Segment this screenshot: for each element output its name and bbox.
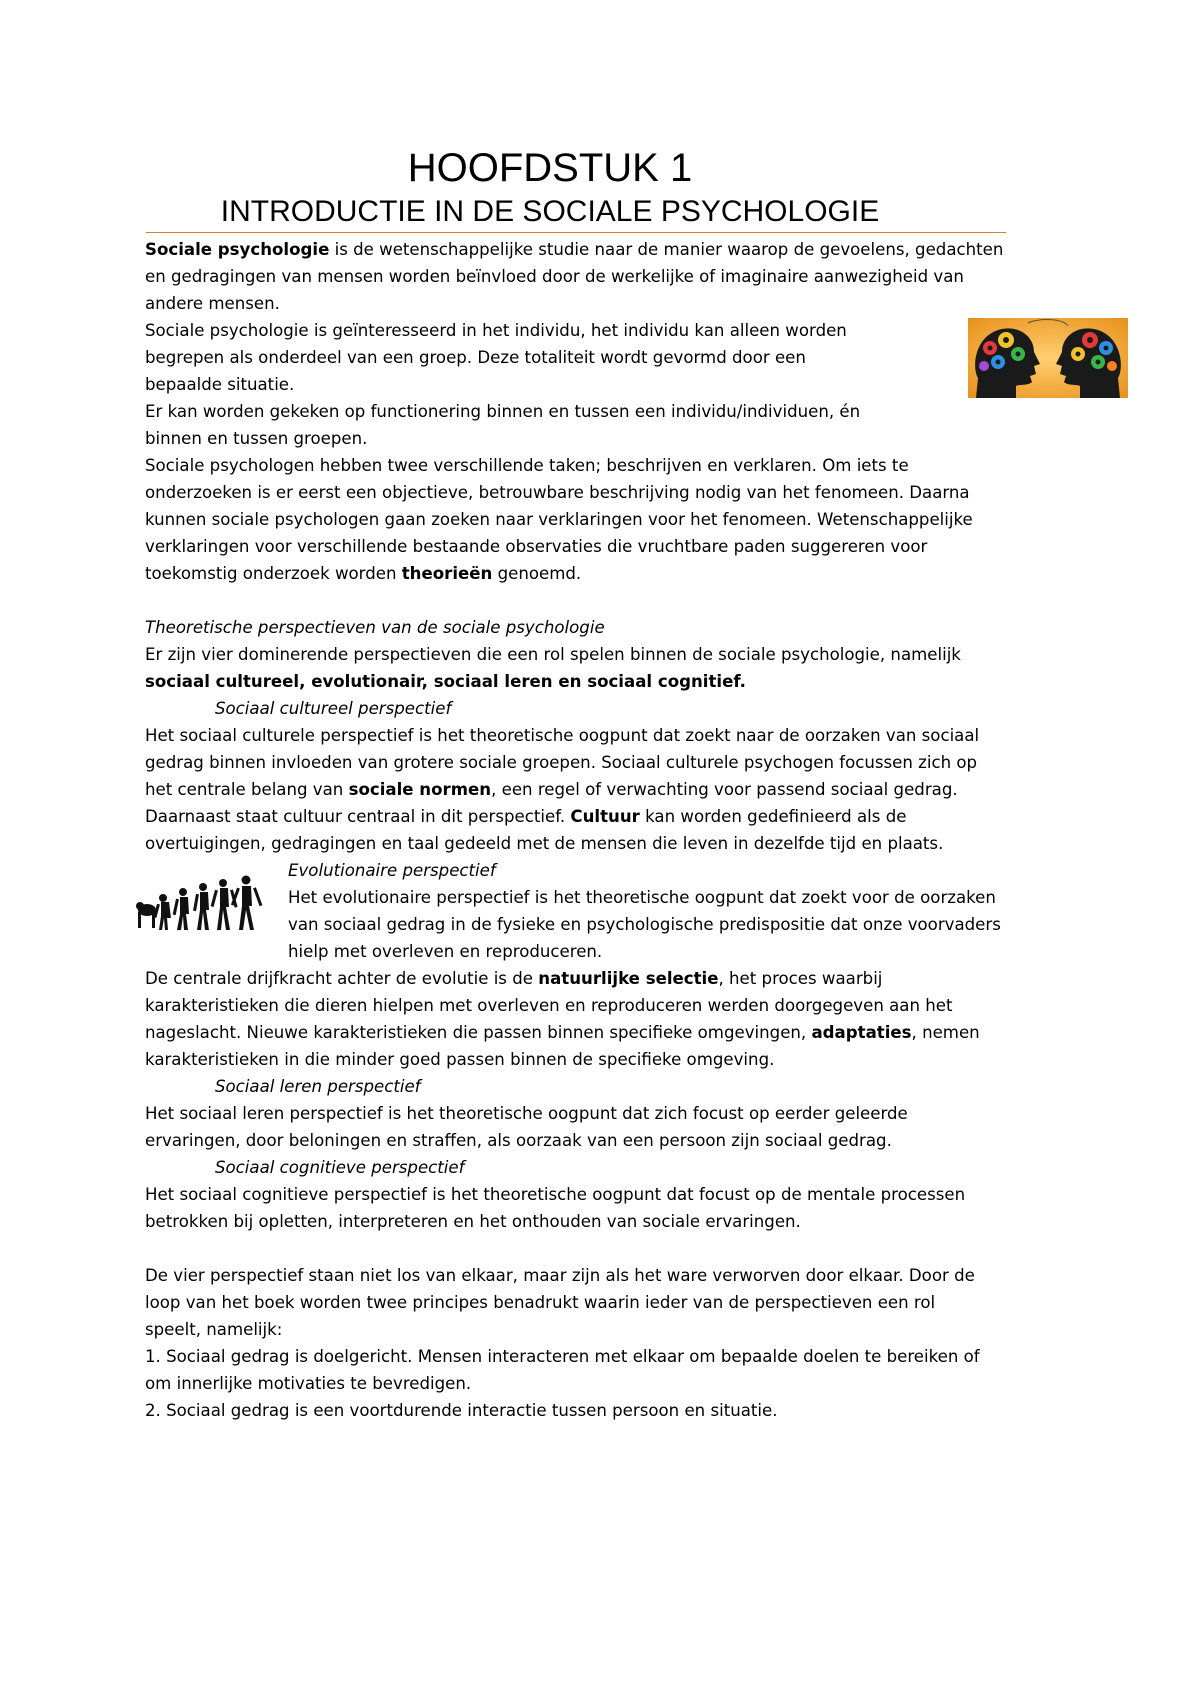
cultureel-line-4-text-a: Daarnaast staat cultuur centraal in dit perspectief.: [145, 807, 571, 826]
p1-line-2: en gedragingen van mensen worden beïnvloed door de werkelijke of imaginaire aanwezigheid van: [145, 267, 964, 286]
subheading-evolutionair: Evolutionaire perspectief: [288, 861, 496, 880]
evolutionair-line-6-text-a: nageslacht. Nieuwe karakteristieken die passen binnen specifieke omgevingen,: [145, 1023, 812, 1042]
subheading-sociaal-cognitief: Sociaal cognitieve perspectief: [215, 1158, 465, 1177]
slot-line-1: De vier perspectief staan niet los van elkaar, maar zijn als het ware verworven door elkaar. Door de: [145, 1266, 975, 1285]
slot-line-2: loop van het boek worden twee principes benadrukt waarin ieder van de perspectieven een rol: [145, 1293, 936, 1312]
subheading-sociaal-leren: Sociaal leren perspectief: [215, 1077, 421, 1096]
evolution-silhouettes-image: [133, 872, 273, 936]
p4-line-5-text-c: genoemd.: [492, 564, 582, 583]
evolutionair-line-4-text-c: , het proces waarbij: [718, 969, 883, 988]
p4-line-1: Sociale psychologen hebben twee verschillende taken; beschrijven en verklaren. Om iets te: [145, 456, 909, 475]
slot-line-6: 2. Sociaal gedrag is een voortdurende interactie tussen persoon en situatie.: [145, 1401, 778, 1420]
evolution-figure-1: [136, 902, 156, 928]
p2-line-1: Sociale psychologie is geïnteresseerd in het individu, het individu kan alleen worden: [145, 321, 847, 340]
slot-line-4: 1. Sociaal gedrag is doelgericht. Mensen interacteren met elkaar om bepaalde doelen te bereiken of: [145, 1347, 980, 1366]
cultureel-line-4: [145, 803, 906, 830]
section-heading-perspectives: Theoretische perspectieven van de sociale psychologie: [145, 618, 605, 637]
evolutionair-line-1: Het evolutionaire perspectief is het theoretische oogpunt dat zoekt voor de oorzaken: [288, 888, 996, 907]
term-adaptaties: adaptaties: [811, 1023, 912, 1042]
p4-line-5: [145, 560, 581, 587]
heads-gears-image: [968, 318, 1128, 398]
p1-line-3: andere mensen.: [145, 294, 280, 313]
cultureel-line-2: gedrag binnen invloeden van grotere sociale groepen. Sociaal culturele psychogen focussen zich op: [145, 753, 978, 772]
term-theorieen: theorieën: [401, 564, 493, 583]
cultureel-line-5: overtuigingen, gedragingen en taal gedeeld met de mensen die leven in dezelfde tijd en plaats.: [145, 834, 944, 853]
cultureel-line-3-text-c: , een regel of verwachting voor passend sociaal gedrag.: [491, 780, 958, 799]
cultureel-line-1: Het sociaal culturele perspectief is het theoretische oogpunt dat zoekt naar de oorzaken van sociaal: [145, 726, 980, 745]
p3-line-2: binnen en tussen groepen.: [145, 429, 368, 448]
evolutionair-line-5: karakteristieken die dieren hielpen met overleven en reproduceren werden doorgegeven aan het: [145, 996, 953, 1015]
term-natuurlijke-selectie: natuurlijke selectie: [538, 969, 719, 988]
cognitief-line-1: Het sociaal cognitieve perspectief is het theoretische oogpunt dat focust op de mentale processen: [145, 1185, 966, 1204]
cultureel-line-3: [145, 776, 958, 803]
title-underline: [146, 232, 1006, 233]
p3-line-1: Er kan worden gekeken op functionering binnen en tussen een individu/individuen, én: [145, 402, 861, 421]
cognitief-line-2: betrokken bij opletten, interpreteren en het onthouden van sociale ervaringen.: [145, 1212, 801, 1231]
p1-line-1: [145, 236, 1003, 263]
term-four-perspectives: sociaal cultureel, evolutionair, sociaal leren en sociaal cognitief.: [145, 672, 746, 691]
slot-line-3: speelt, namelijk:: [145, 1320, 283, 1339]
p2-line-2: begrepen als onderdeel van een groep. Deze totaliteit wordt gevormd door een: [145, 348, 806, 367]
p4-line-2: onderzoeken is er eerst een objectieve, betrouwbare beschrijving nodig van het fenomeen. Daarna: [145, 483, 970, 502]
term-cultuur: Cultuur: [570, 807, 640, 826]
term-sociale-normen: sociale normen: [348, 780, 492, 799]
leren-line-1: Het sociaal leren perspectief is het theoretische oogpunt dat zich focust op eerder geleerde: [145, 1104, 908, 1123]
evolutionair-line-4: [145, 965, 882, 992]
chapter-title: HOOFDSTUK 1: [407, 146, 693, 190]
p4-line-4: verklaringen voor verschillende bestaande observaties die vruchtbare paden suggereren voor: [145, 537, 928, 556]
cultureel-line-4-text-c: kan worden gedefinieerd als de: [639, 807, 907, 826]
p2-line-3: bepaalde situatie.: [145, 375, 295, 394]
evolutionair-line-6-text-c: , nemen: [911, 1023, 980, 1042]
p4-line-3: kunnen sociale psychologen gaan zoeken naar verklaringen voor het fenomeen. Wetenschappelijke: [145, 510, 973, 529]
evolutionair-line-2: van sociaal gedrag in de fysieke en psychologische predispositie dat onze voorvaders: [288, 915, 1001, 934]
evolutionair-line-4-text-a: De centrale drijfkracht achter de evolutie is de: [145, 969, 539, 988]
section-line-1: Er zijn vier dominerende perspectieven die een rol spelen binnen de sociale psychologie, namelijk: [145, 645, 961, 664]
term-sociale-psychologie: Sociale psychologie: [145, 240, 330, 259]
subheading-sociaal-cultureel: Sociaal cultureel perspectief: [215, 699, 452, 718]
cultureel-line-3-text-a: het centrale belang van: [145, 780, 349, 799]
evolutionair-line-7: karakteristieken in die minder goed passen binnen de specifieke omgeving.: [145, 1050, 775, 1069]
section-line-2: [145, 668, 746, 695]
chapter-subtitle: INTRODUCTIE IN DE SOCIALE PSYCHOLOGIE: [220, 195, 880, 228]
evolutionair-line-6: [145, 1019, 980, 1046]
p4-line-5-text-a: toekomstig onderzoek worden: [145, 564, 402, 583]
evolutionair-line-3: hielp met overleven en reproduceren.: [288, 942, 603, 961]
leren-line-2: ervaringen, door beloningen en straffen, als oorzaak van een persoon zijn sociaal gedrag.: [145, 1131, 892, 1150]
slot-line-5: om innerlijke motivaties te bevredigen.: [145, 1374, 472, 1393]
p1-line-1-text: is de wetenschappelijke studie naar de manier waarop de gevoelens, gedachten: [329, 240, 1004, 259]
